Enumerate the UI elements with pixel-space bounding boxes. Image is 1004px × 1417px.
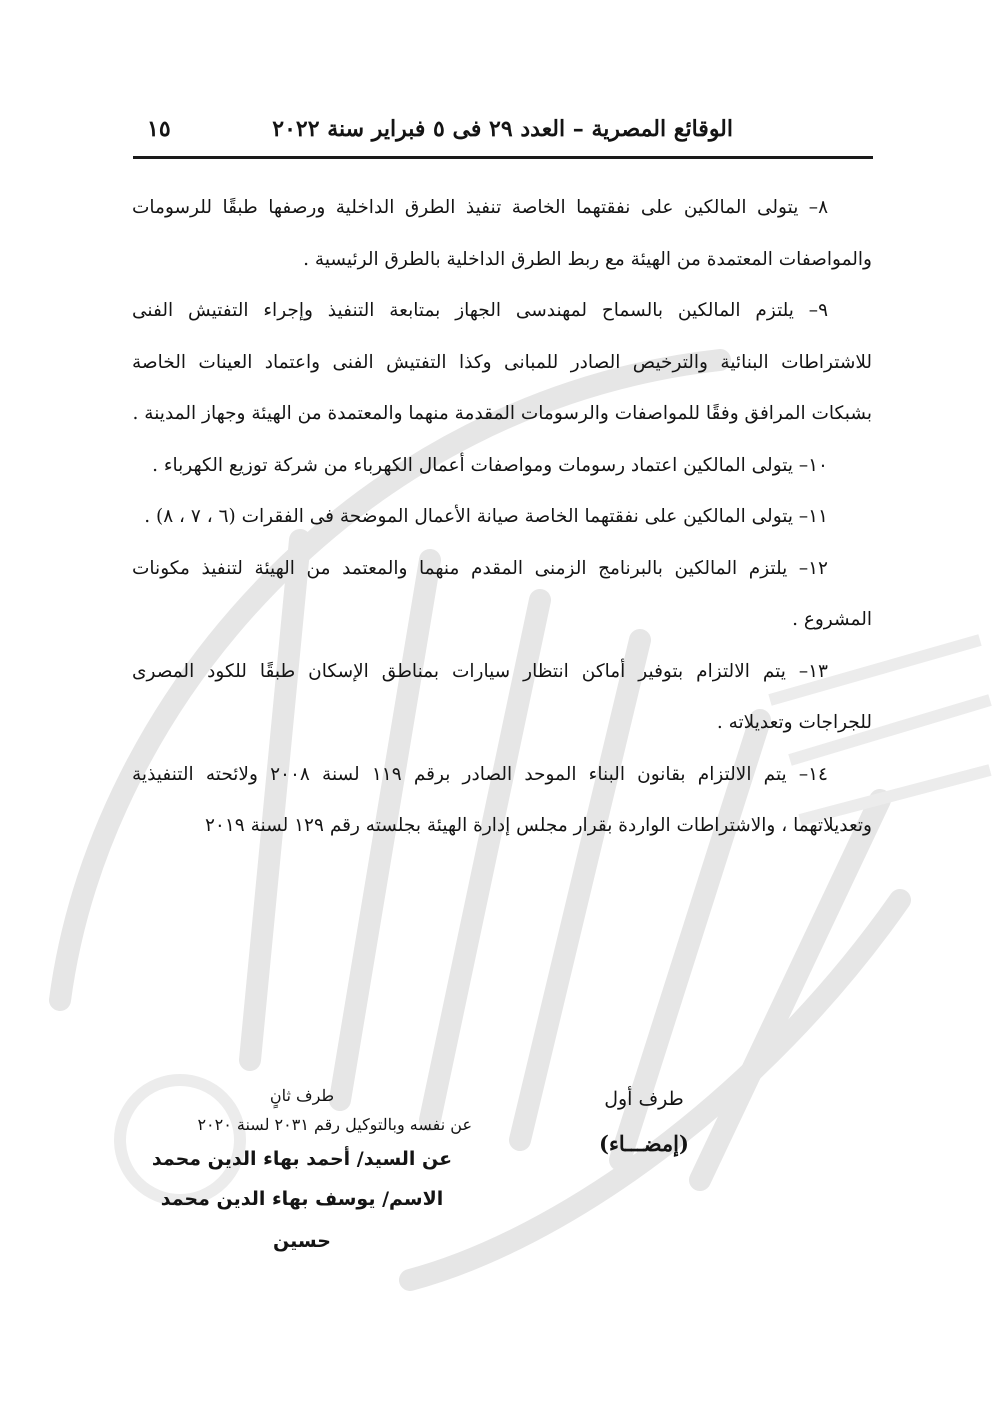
signature-block xyxy=(0,1082,1004,1282)
clause-11: ١١– يتولى المالكين على نفقتهما الخاصة صيانة الأعمال الموضحة فى الفقرات (٦ ، ٧ ، ٨) . xyxy=(144,506,828,527)
clause-12: ١٢– يلتزم المالكين بالبرنامج الزمنى المقدم منهما والمعتمد من الهيئة لتنفيذ مكونات المشروع . xyxy=(132,557,872,630)
clause-10: ١٠– يتولى المالكين اعتماد رسومات ومواصفات أعمال الكهرباء من شركة توزيع الكهرباء . xyxy=(152,454,828,476)
page-number: ١٥ xyxy=(147,116,171,142)
page-header xyxy=(133,112,873,159)
second-party-name: الاسم/ يوسف بهاء الدين محمد حسين xyxy=(160,1188,444,1252)
first-party-signature: (إمضـــاء) xyxy=(599,1131,689,1156)
second-party-label: طرف ثانٍ xyxy=(269,1086,335,1105)
first-party-label: طرف أول xyxy=(604,1088,684,1110)
clause-14: ١٤– يتم الالتزام بقانون البناء الموحد الصادر برقم ١١٩ لسنة ٢٠٠٨ ولائحته التنفيذية وتعديلاتهما ، والاشتراطات الواردة بقرار مجلس إدارة الهيئة بجلسته رقم ١٢٩ لسنة ٢٠١٩ xyxy=(132,763,872,836)
clause-9: ٩– يلتزم المالكين بالسماح لمهندسى الجهاز بمتابعة التنفيذ وإجراء التفتيش الفنى للاشتراطات البنائية والترخيص الصادر للمبانى وكذا التفتيش الفنى واعتماد العينات الخاصة بشبكات المرافق وفقًا للمواصفات والرسومات المقدمة منهما والمعتمدة من الهيئة وجهاز المدينة . xyxy=(132,300,872,424)
header-title: الوقائع المصرية – العدد ٢٩ فى ٥ فبراير سنة ٢٠٢٢ xyxy=(272,116,733,142)
second-party-on-behalf: عن السيد/ أحمد بهاء الدين محمد xyxy=(151,1148,453,1170)
clause-13: ١٣– يتم الالتزام بتوفير أماكن انتظار سيارات بمناطق الإسكان طبقًا للكود المصرى للجراجات وتعديلاته . xyxy=(132,660,872,733)
clause-8: ٨– يتولى المالكين على نفقتهما الخاصة تنفيذ الطرق الداخلية ورصفها طبقًا للرسومات والمواصفات المعتمدة من الهيئة مع ربط الطرق الداخلية بالطرق الرئيسية . xyxy=(132,197,872,270)
first-party xyxy=(564,1082,724,1164)
body-text xyxy=(132,182,872,852)
second-party xyxy=(132,1082,472,1262)
second-party-proxy-line: عن نفسه وبالتوكيل رقم ٢٠٣١ لسنة ٢٠٢٠ xyxy=(197,1115,472,1134)
